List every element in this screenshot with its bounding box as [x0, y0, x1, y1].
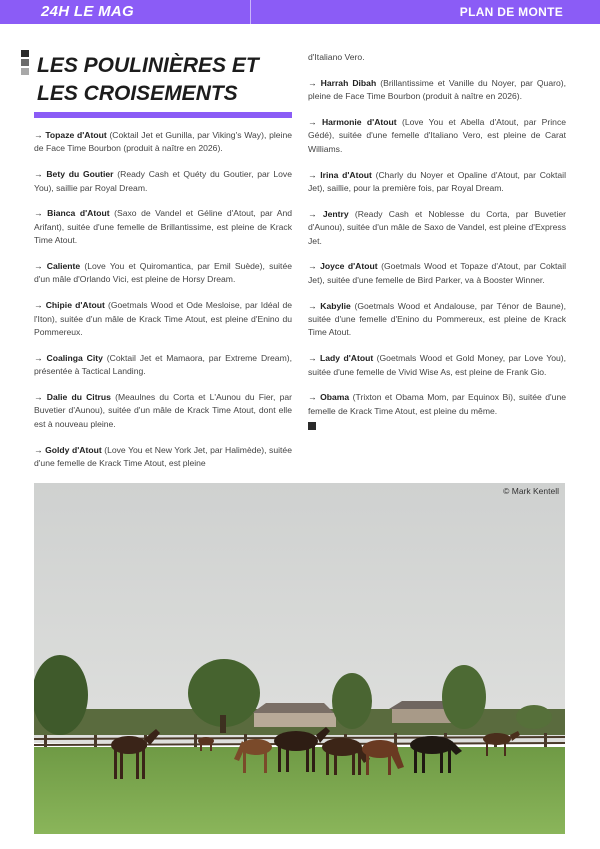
mare-details: (Goetmals Wood et Andalouse, par Ténor de Baune), suitée d'une femelle d'Enino du Pommereux, est pleine de Krack Time Atout. [308, 300, 567, 338]
arrow-icon: → [308, 300, 317, 311]
mare-entry [308, 352, 566, 379]
mare-entry [34, 129, 292, 156]
mare-details: (Goetmals Wood et Ode Mesloise, par Idéal de l'Iton), suitée d'un mâle de Krack Time Atout, est pleine d'Enino du Pommereux. [34, 300, 293, 338]
mare-name: Irina d'Atout [320, 169, 372, 180]
mare-name: Caliente [46, 261, 81, 272]
mare-entry [34, 352, 292, 379]
mare-details: (Goetmals Wood et Gold Money, par Love You), suitée d'une femelle de Vivid Wise As, est pleine de Frank Gio. [308, 353, 566, 377]
mare-details: (Ready Cash et Quéty du Goutier, par Love You), saillie par Royal Dream. [34, 169, 293, 193]
mare-entry [308, 116, 566, 156]
article-title: LES POULINIÈRES ET LES CROISEMENTS [37, 54, 259, 105]
mare-entry [34, 299, 292, 339]
mare-entry [34, 444, 292, 471]
photo-illustration [34, 483, 565, 834]
ornament-square-dark [21, 50, 29, 57]
ornament-square-mid [21, 59, 29, 66]
magazine-brand: 24H LE MAG [41, 3, 135, 20]
mare-details: (Trixton et Obama Mom, par Equinox Bi), suitée d'une femelle de Krack Time Atout, est pleine du même. [308, 392, 567, 416]
mare-details: (Charly du Noyer et Opaline d'Atout, par Coktail Jet), saillie, pour la première fois, par Royal Dream. [308, 169, 566, 194]
left-column [34, 129, 292, 483]
arrow-icon: → [34, 130, 43, 140]
mare-name: Obama [320, 392, 350, 403]
mare-entry [34, 168, 292, 195]
arrow-icon: → [308, 353, 317, 364]
mare-details: (Meaulnes du Corta et L'Aunou du Fier, par Buvetier d'Aunou), suitée d'un mâle de Krack Time Atout, dont elle est à nouveau pleine. [34, 392, 292, 429]
mare-details: (Coktail Jet et Gunilla, par Viking's Way), pleine de Face Time Bourbon (produit à naître en 2026). [34, 130, 292, 154]
mare-entry [34, 207, 292, 247]
header-divider [250, 0, 251, 24]
header-bar [0, 0, 600, 24]
mare-name: Chipie d'Atout [45, 300, 105, 311]
mare-details: (Love You et New York Jet, par Halimède), suitée d'une femelle de Krack Time Atout, est pleine [34, 444, 292, 469]
arrow-icon: → [34, 208, 43, 219]
mare-name: Harrah Dibah [320, 77, 377, 88]
pasture [34, 747, 565, 834]
mare-entry [308, 208, 566, 248]
photo-credit: © Mark Kentell [503, 486, 559, 496]
arrow-icon: → [308, 392, 317, 403]
title-ornament [21, 50, 29, 77]
mare-details: (Love You et Abella d'Atout, par Prince Gédé), suitée d'une femelle d'Italiano Vero, est pleine de Carat Williams. [308, 117, 567, 154]
mare-name: Dalie du Citrus [46, 392, 111, 403]
mare-details: (Brillantissime et Vanille du Noyer, par Quaro), pleine de Face Time Bourbon (produit à naître en 2026). [308, 77, 567, 102]
mare-details: (Love You et Quiromantica, par Emil Suède), suitée d'un mâle d'Orlando Vici, est pleine de Horsy Dream. [34, 261, 293, 285]
arrow-icon: → [34, 169, 43, 180]
mare-entry [308, 391, 566, 418]
arrow-icon: → [308, 117, 317, 127]
arrow-icon: → [34, 352, 43, 363]
arrow-icon: → [308, 169, 317, 180]
mare-name: Coalinga City [46, 352, 103, 363]
title-underline [34, 112, 292, 118]
mare-details: (Coktail Jet et Mamaora, par Extreme Dream), présentée à Tactical Landing. [34, 352, 292, 377]
article-end-mark [308, 422, 316, 430]
section-name: PLAN DE MONTE [459, 5, 563, 19]
right-column [308, 51, 566, 430]
mare-entry [308, 300, 566, 340]
mare-name: Bety du Goutier [46, 169, 114, 180]
mare-name: Jentry [322, 208, 349, 219]
mare-entry [308, 77, 566, 104]
arrow-icon: → [34, 300, 43, 311]
arrow-icon: → [34, 261, 43, 272]
mare-entry [34, 391, 292, 431]
horses-paddock-photo [34, 483, 565, 834]
mare-name: Harmonie d'Atout [321, 117, 397, 127]
mare-name: Bianca d'Atout [47, 208, 110, 219]
mare-name: Kabylie [320, 300, 351, 311]
mare-entry [34, 260, 292, 287]
mare-entry [308, 260, 566, 287]
arrow-icon: → [308, 77, 317, 88]
mare-details: (Saxo de Vandel et Géline d'Atout, par And Arifant), suitée d'une femelle de Brillantissime, est pleine de Krack Time Atout. [34, 208, 293, 246]
mare-name: Goldy d'Atout [45, 444, 102, 455]
mare-details: (Goetmals Wood et Topaze d'Atout, par Coktail Jet), suitée d'une femelle de Bird Parker, va à Booster Winner. [308, 261, 567, 285]
ornament-square-light [21, 68, 29, 75]
arrow-icon: → [308, 261, 317, 272]
mare-details: (Ready Cash et Noblesse du Corta, par Buvetier d'Aunou), suitée d'un mâle de Saxo de Vandel, est pleine d'Express Jet. [308, 208, 566, 246]
arrow-icon: → [308, 208, 317, 219]
arrow-icon: → [34, 392, 43, 403]
continued-text: d'Italiano Vero. [308, 52, 365, 62]
mare-name: Topaze d'Atout [45, 130, 107, 140]
mare-name: Joyce d'Atout [320, 261, 378, 272]
mare-name: Lady d'Atout [320, 353, 374, 364]
mare-entry [308, 169, 566, 196]
arrow-icon: → [34, 444, 43, 455]
